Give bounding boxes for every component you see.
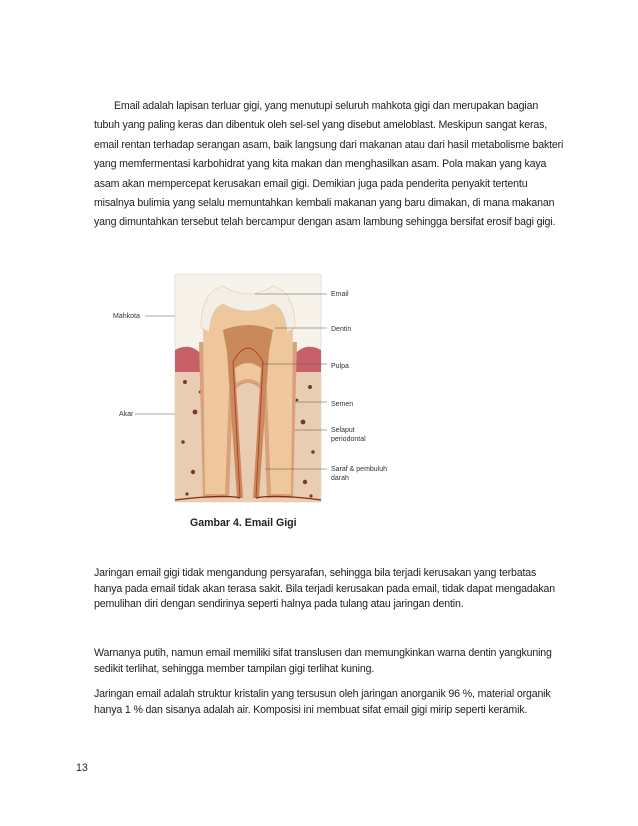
label-akar: Akar (119, 411, 134, 418)
paragraph-composition: Jaringan email adalah struktur kristalin yang tersusun oleh jaringan anorganik 96 %, material organik hanya 1 % dan sisanya adalah air. Komposisi ini membuat sifat email gigi mirip seperti keramik. (94, 688, 551, 716)
label-mahkota: Mahkota (113, 313, 140, 320)
label-email: Email (331, 291, 349, 298)
label-semen: Semen (331, 401, 354, 408)
tooth-diagram (105, 272, 405, 512)
label-dentin: Dentin (331, 326, 352, 333)
label-selaput-2: periodontal (331, 436, 366, 443)
paragraph-no-nerves: Jaringan email gigi tidak mengandung persyarafan, sehingga bila terjadi kerusakan yang terbatas hanya pada email tidak akan terasa sakit. Bila terjadi kerusakan pada email, tidak dapat mengadakan pemulihan diri dengan sendirinya seperti halnya pada tulang atau jaringan dentin. (94, 567, 555, 611)
label-selaput-1: Selaput (331, 427, 355, 434)
paragraph-email-intro: Email adalah lapisan terluar gigi, yang menutupi seluruh mahkota gigi dan merupakan bagian tubuh yang paling keras dan dibentuk oleh sel-sel yang disebut ameloblast. Meskipun sangat keras, email rentan terhadap serangan asam, baik langsung dari makanan atau dari hasil metabolisme bakteri yang memfermentasi karbohidrat yang kita makan dan menghasilkan asam. Pola makan yang kaya asam akan mempercepat kerusakan email gigi. Demikian juga pada penderita penyakit tertentu misalnya bulimia yang selalu memuntahkan kembali makanan yang baru dimakan, di mana makanan yang dimuntahkan tersebut telah bercampur dengan asam lambung sehingga bersifat erosif bagi gigi. (94, 100, 564, 229)
label-saraf-2: darah (331, 475, 349, 482)
page-number: 13 (76, 762, 88, 774)
label-pulpa: Pulpa (331, 363, 349, 370)
figure-caption: Gambar 4. Email Gigi (190, 517, 297, 529)
label-saraf-1: Saraf & pembuluh (331, 466, 388, 473)
tooth-anatomy-figure (105, 272, 405, 512)
paragraph-color: Warnanya putih, namun email memiliki sifat translusen dan memungkinkan warna dentin yangkuning sedikit terlihat, sehingga member tampilan gigi terlihat kuning. (94, 647, 552, 675)
